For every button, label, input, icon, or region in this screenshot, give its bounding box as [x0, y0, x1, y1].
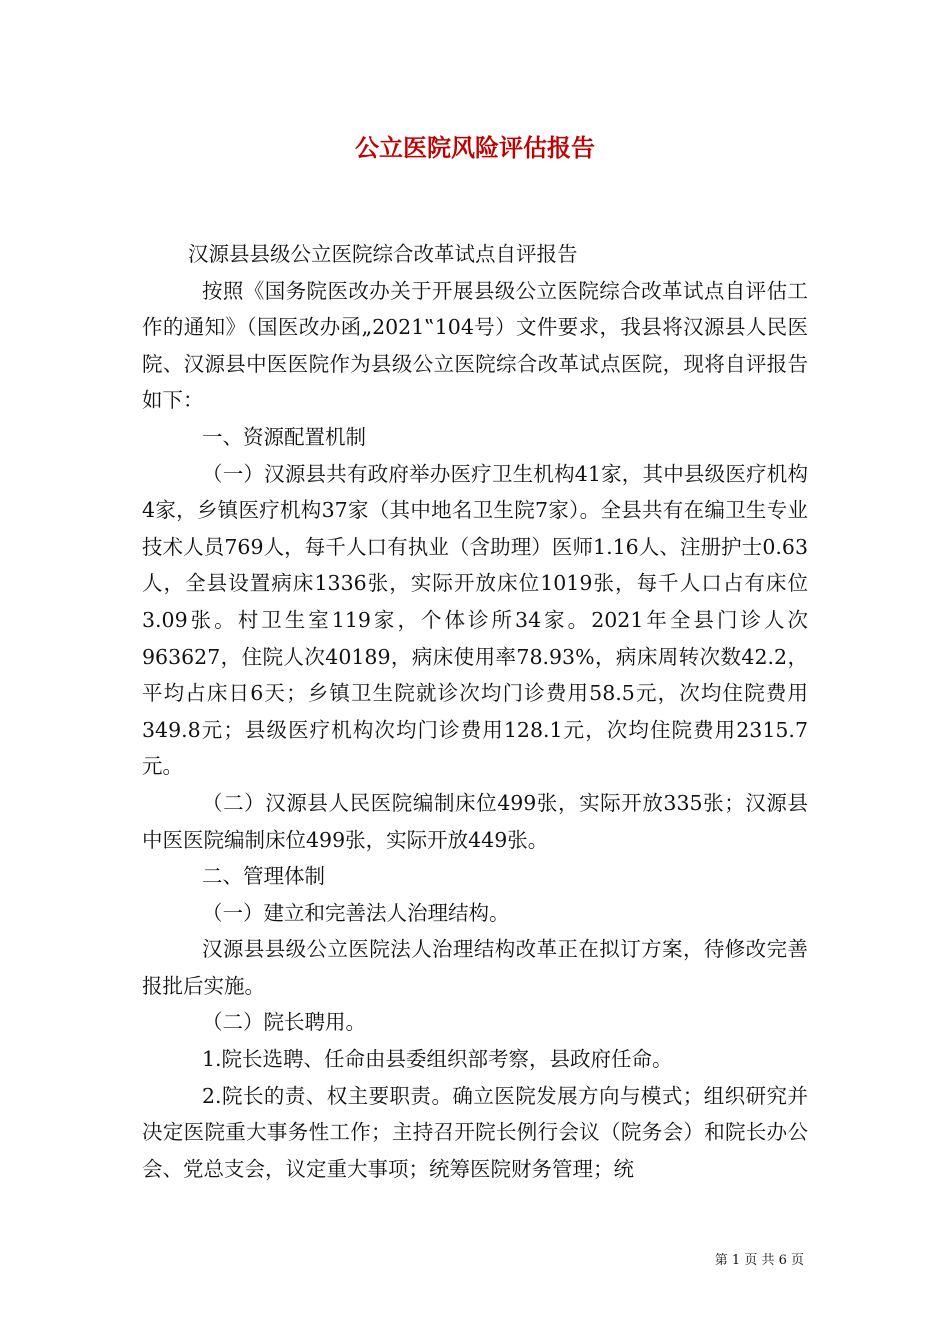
resource-paragraph-2: （二）汉源县人民医院编制床位499张，实际开放335张；汉源县中医医院编制床位499张，实际开放449张。 [142, 790, 808, 852]
section-heading-resource-allocation: 一、资源配置机制 [202, 424, 366, 449]
intro-paragraph: 按照《国务院医改办关于开展县级公立医院综合改革试点自评估工作的通知》（国医改办函„2021‟104号）文件要求，我县将汉源县人民医院、汉源县中医医院作为县级公立医院综合改革试点医院，现将自评报告如下： [142, 278, 808, 413]
page-number: 第 1 页 共 6 页 [714, 1253, 804, 1268]
document-title: 公立医院风险评估报告 [355, 133, 595, 162]
director-item-2: 2.院长的责、权主要职责。确立医院发展方向与模式；组织研究并决定医院重大事务性工作；主持召开院长例行会议（院务会）和院长办公会、党总支会，议定重大事项；统筹医院财务管理；统 [142, 1083, 808, 1181]
director-item-1: 1.院长选聘、任命由县委组织部考察，县政府任命。 [202, 1047, 673, 1072]
document-body [142, 236, 808, 1187]
resource-paragraph-1: （一）汉源县共有政府举办医疗卫生机构41家，其中县级医疗机构4家，乡镇医疗机构37家（其中地名卫生院7家）。全县共有在编卫生专业技术人员769人，每千人口有执业（含助理）医师1.16人、注册护士0.63人，全县设置病床1336张，实际开放床位1019张，每千人口占有床位3.09张。村卫生室119家，个体诊所34家。2021年全县门诊人次963627，住院人次40189，病床使用率78.93%，病床周转次数42.2，平均占床日6天；乡镇卫生院就诊次均门诊费用58.5元，次均住院费用349.8元；县级医疗机构次均门诊费用128.1元，次均住院费用2315.7元。 [142, 461, 808, 779]
subheading-governance: （一）建立和完善法人治理结构。 [202, 900, 510, 925]
subheading-director-hiring: （二）院长聘用。 [202, 1010, 366, 1035]
section-heading-management: 二、管理体制 [202, 864, 325, 889]
governance-paragraph: 汉源县县级公立医院法人治理结构改革正在拟订方案，待修改完善报批后实施。 [142, 937, 808, 998]
document-subtitle: 汉源县县级公立医院综合改革试点自评报告 [188, 242, 578, 266]
